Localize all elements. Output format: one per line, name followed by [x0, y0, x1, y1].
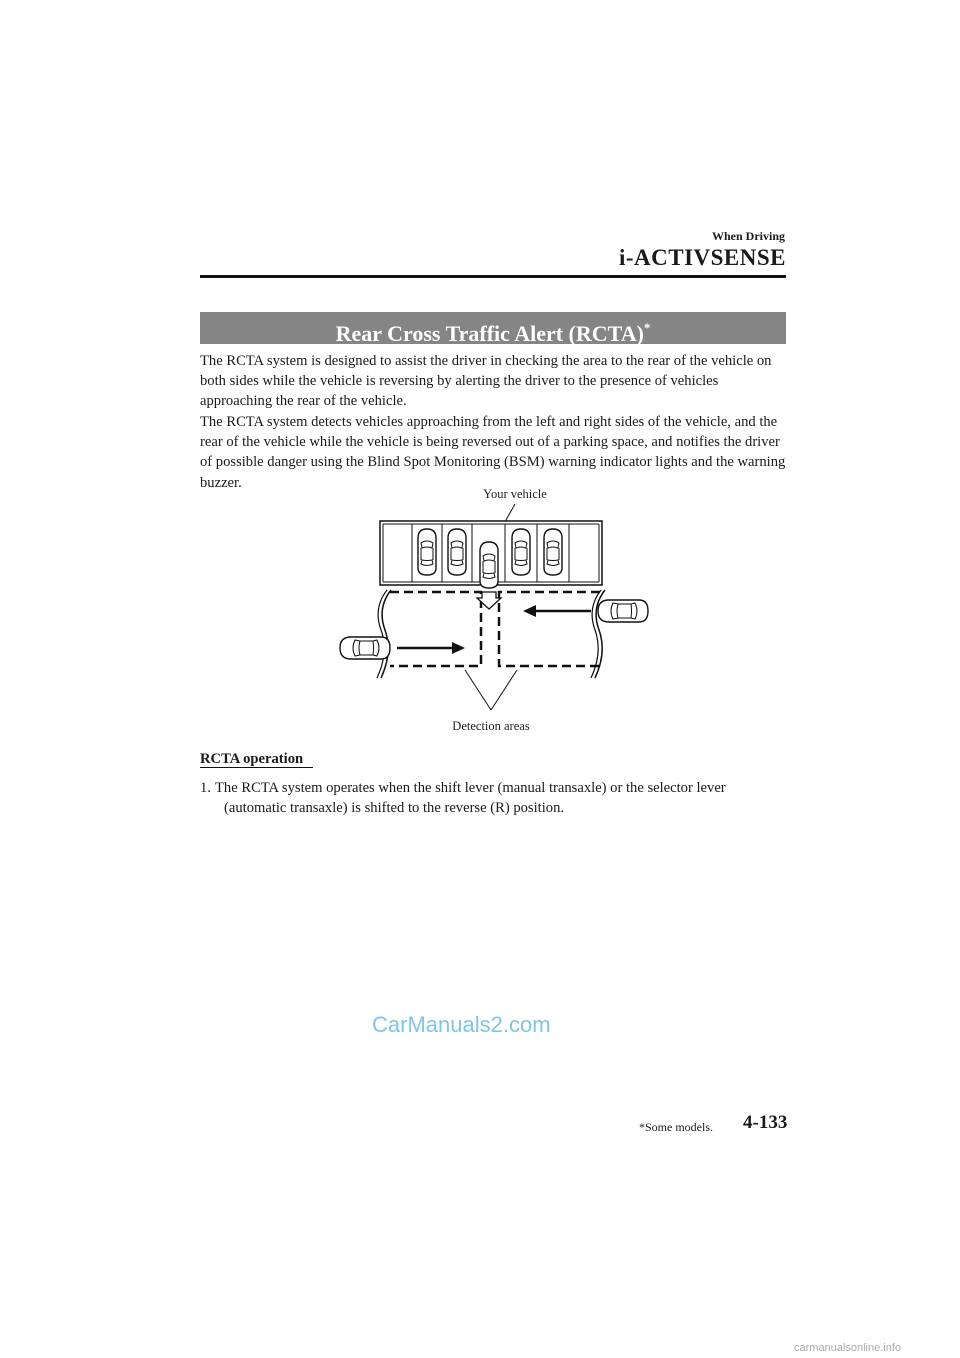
header-rule — [200, 275, 786, 278]
detection-leader-right — [491, 670, 517, 710]
section-title: RCTA operation — [200, 751, 304, 767]
approaching-car-right — [598, 600, 648, 622]
watermark-logo: CarManuals2.com — [372, 1012, 551, 1037]
step-number: 1. — [200, 780, 211, 796]
detection-areas-label: Detection areas — [452, 719, 530, 733]
page-number: 4-133 — [743, 1112, 788, 1133]
step-text-line-2: (automatic transaxle) is shifted to the reverse (R) position. — [224, 800, 565, 817]
section-title-underline — [200, 767, 313, 768]
intro-paragraph-1: The RCTA system is designed to assist the driver in checking the area to the rear of the vehicle on both sides while the vehicle is reversing by alerting the driver to the presence of vehicles approaching the rear of the vehicle. — [200, 353, 772, 410]
some-models-marker: * — [643, 320, 651, 335]
step-text-line-1: The RCTA system operates when the shift lever (manual transaxle) or the selector lever — [215, 780, 726, 796]
approaching-car-left — [340, 637, 390, 659]
section-header: When Driving — [711, 229, 785, 243]
section-banner — [200, 312, 786, 344]
rcta-diagram — [325, 480, 665, 740]
detection-leader-left — [465, 670, 491, 710]
step-item — [200, 778, 790, 818]
footnote: *Some models. — [639, 1120, 713, 1134]
chapter-title: i-ACTIVSENSE — [618, 245, 786, 270]
your-vehicle-label: Your vehicle — [483, 487, 547, 501]
intro-paragraph-2: The RCTA system detects vehicles approaching from the left and right sides of the vehicle, and the rear of the vehicle while the vehicle is being reversed out of a parking space, and notifies the driver of possible danger using the Blind Spot Monitoring (BSM) warning indicator lights and the warning buzzer. — [200, 414, 786, 491]
your-vehicle — [480, 542, 498, 588]
banner-title: Rear Cross Traffic Alert (RCTA) — [335, 321, 644, 346]
site-watermark: carmanualsonline.info — [794, 1342, 902, 1354]
